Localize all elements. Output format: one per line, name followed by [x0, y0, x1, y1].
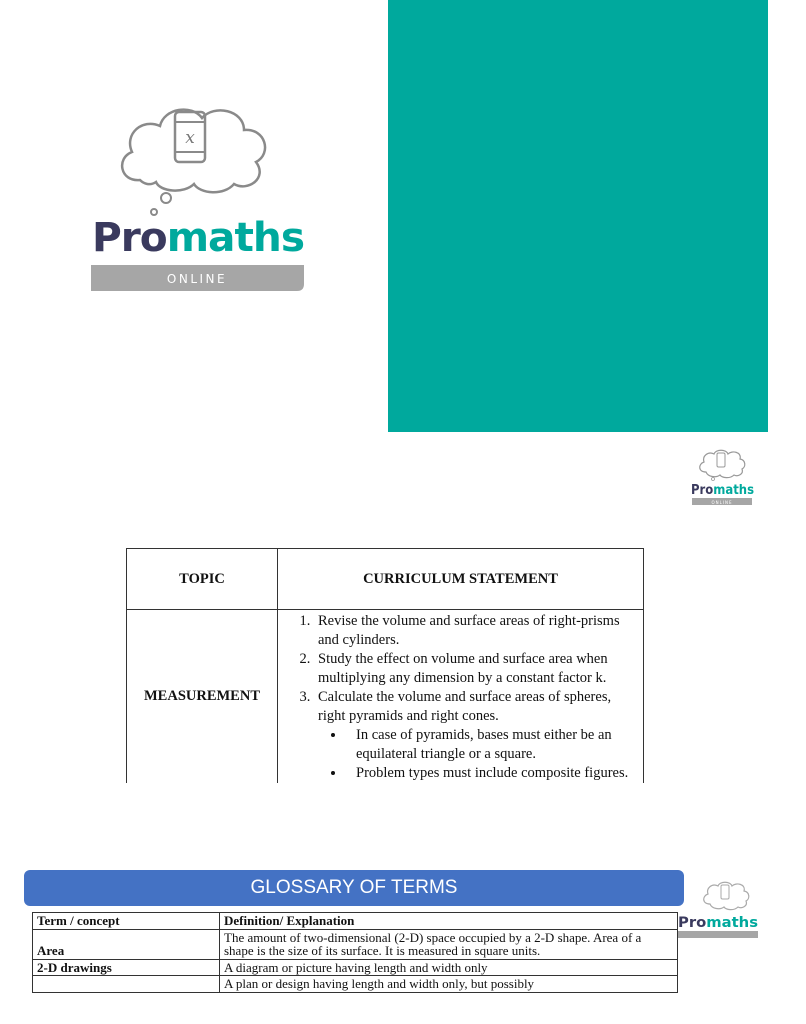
statement-subitem: • Problem types must include composite figures. — [346, 764, 637, 783]
svg-text:ONLINE: ONLINE — [711, 500, 733, 505]
promaths-logo — [88, 88, 308, 294]
term-cell: Area — [33, 929, 220, 959]
glossary-table — [32, 912, 680, 1024]
teal-panel — [388, 0, 768, 432]
wordmark-maths: maths — [166, 215, 302, 261]
table-row — [33, 929, 678, 959]
term-cell: 2-D drawings — [33, 959, 220, 976]
wordmark-pro: Pro — [92, 215, 166, 261]
glossary-title: GLOSSARY OF TERMS — [250, 877, 458, 898]
statement-item: 2. Study the effect on volume and surface area when multiplying any dimension by a constant factor k. — [314, 650, 637, 688]
curriculum-table — [126, 548, 644, 824]
header-definition: Definition/ Explanation — [220, 913, 678, 930]
table-row — [33, 976, 678, 993]
table-row — [33, 959, 678, 976]
svg-text:x: x — [185, 128, 195, 148]
header-curriculum-statement: CURRICULUM STATEMENT — [278, 549, 644, 610]
definition-cell: A diagram or picture having length and width only — [220, 959, 678, 976]
curriculum-statement — [278, 610, 644, 784]
glossary-title-bar — [24, 870, 684, 906]
statement-item: 3. Calculate the volume and surface areas of spheres, right pyramids and right cones. • In case of pyramids, bases must either be an equilateral triangle or a square. • Problem types must include composite figures. — [314, 688, 637, 783]
definition-cell: The amount of two-dimensional (2-D) space occupied by a 2-D shape. Area of a shape is the size of its surface. It is measured in square units. — [220, 929, 678, 959]
thought-cloud-icon — [704, 882, 749, 909]
bubble-icon — [161, 193, 171, 203]
svg-text:Promaths: Promaths — [691, 483, 759, 498]
statement-item: 1. Revise the volume and surface areas of right-prisms and cylinders. — [314, 612, 637, 650]
definition-cell: A plan or design having length and width only, but possibly — [220, 976, 678, 993]
header-topic: TOPIC — [127, 549, 278, 610]
term-cell — [33, 976, 220, 993]
header-term: Term / concept — [33, 913, 220, 930]
promaths-logo-cropped — [678, 878, 768, 940]
thought-cloud-icon — [700, 450, 745, 477]
promaths-logo-small — [690, 448, 759, 508]
statement-subitem: • In case of pyramids, bases must either be an equilateral triangle or a square. — [346, 726, 637, 764]
svg-text:ONLINE: ONLINE — [166, 272, 228, 286]
svg-text:Promaths — [92, 215, 304, 261]
topic-measurement: MEASUREMENT — [127, 610, 278, 784]
svg-text:Promaths: Promaths — [678, 915, 756, 931]
